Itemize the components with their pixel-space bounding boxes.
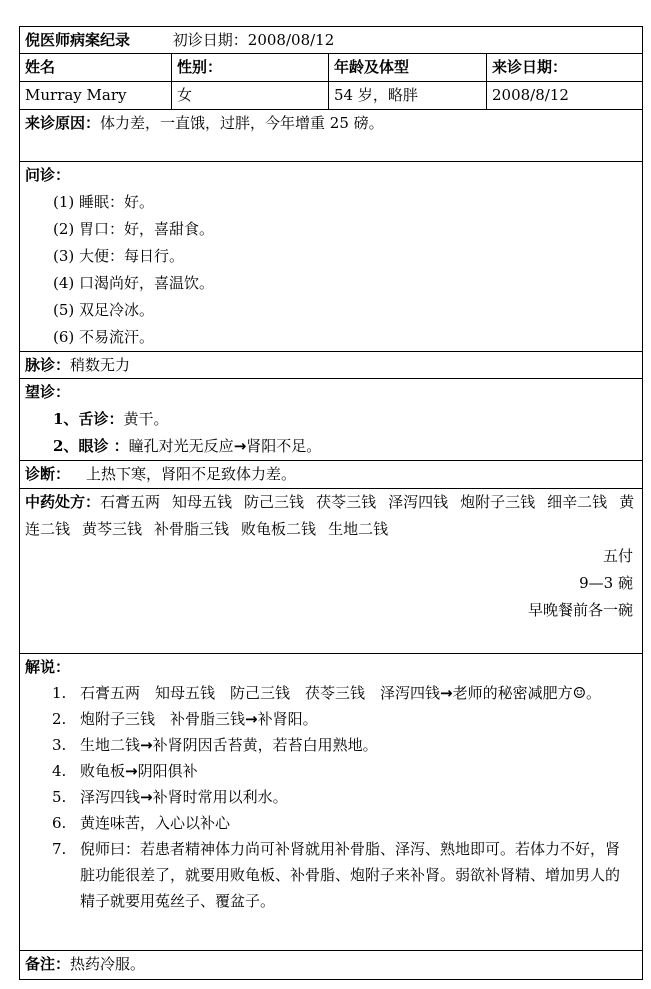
arrow-right-icon: →	[140, 788, 153, 806]
item-text: 泽泻四钱	[80, 788, 141, 806]
tongue-text: 黄干。	[123, 410, 169, 428]
prescription-section	[20, 489, 642, 654]
herb-item: 炮附子三钱	[460, 493, 536, 511]
item-text: 石膏五两 知母五钱 防己三钱 茯苓三钱 泽泻四钱	[80, 684, 441, 702]
item-text-after: 补肾时常用以利水。	[152, 788, 288, 806]
diagnosis-text: 上热下寒，肾阳不足致体力差。	[86, 465, 297, 483]
patient-gender: 女	[172, 82, 329, 109]
arrow-right-icon: →	[125, 762, 138, 780]
patient-name: Murray Mary	[20, 82, 172, 109]
list-item	[25, 243, 637, 270]
item-text-after: 老师的秘密减肥方☺。	[452, 684, 602, 702]
item-text: 睡眠：好。	[79, 193, 155, 211]
note-text: 热药冷服。	[70, 955, 146, 973]
pulse-section	[20, 352, 642, 379]
eye-text-after: 肾阳不足。	[246, 437, 322, 455]
list-item	[25, 270, 637, 297]
herb-item: 泽泻四钱	[388, 493, 449, 511]
item-number: 3.	[52, 736, 67, 754]
item-number: 1、	[53, 410, 79, 428]
herb-item: 补骨脂三钱	[154, 520, 230, 538]
list-item	[25, 324, 637, 351]
eye-label: 眼诊 ：	[78, 437, 129, 455]
explanation-list	[25, 680, 637, 914]
item-text: 炮附子三钱 补骨脂三钱	[80, 710, 246, 728]
first-visit-date: 初诊日期：2008/08/12	[172, 31, 335, 49]
item-text: 败龟板	[80, 762, 126, 780]
note-label: 备注：	[25, 955, 71, 973]
item-number: 4.	[52, 762, 67, 780]
inquiry-label: 问诊：	[25, 166, 71, 184]
prescription-doses: 五付	[602, 547, 633, 565]
item-text: 不易流汗。	[79, 328, 155, 346]
item-text-after: 补肾阴因舌苔黄，若苔白用熟地。	[152, 736, 378, 754]
inspection-section	[20, 379, 642, 461]
herb-item: 茯苓三钱	[316, 493, 377, 511]
arrow-right-icon: →	[233, 437, 247, 455]
visit-reason-text: 体力差，一直饿，过胖，今年增重 25 磅。	[100, 114, 384, 132]
prescription-text	[25, 489, 637, 543]
visit-reason-label: 来诊原因：	[25, 114, 101, 132]
visit-date-header: 来诊日期：	[492, 58, 568, 76]
list-item	[25, 836, 637, 914]
herb-item: 石膏五两	[100, 493, 161, 511]
inspection-list	[25, 406, 637, 460]
item-text: 双足冷冰。	[79, 301, 155, 319]
item-text: 倪师曰：若患者精神体力尚可补肾就用补骨脂、泽泻、熟地即可。若体力不好，肾脏功能很差了，就要用败龟板、补骨脂、炮附子来补肾。弱欲补肾精、增加男人的精子就要用菟丝子、覆盆子。	[80, 840, 621, 910]
herb-item: 败龟板二钱	[241, 520, 317, 538]
list-item	[25, 732, 637, 758]
herb-item: 生地二钱	[328, 520, 389, 538]
note-section	[20, 951, 642, 979]
item-text: 黄连味苦，入心以补心	[80, 814, 231, 832]
item-number: (2)	[53, 220, 75, 238]
age-header: 年龄及体型	[329, 54, 487, 81]
inquiry-section	[20, 162, 642, 352]
item-number: (3)	[53, 247, 75, 265]
inspection-label: 望诊：	[25, 383, 71, 401]
pulse-label: 脉诊：	[25, 356, 71, 374]
item-text: 胃口：好，喜甜食。	[79, 220, 215, 238]
item-number: 2.	[52, 710, 67, 728]
item-number: (4)	[53, 274, 75, 292]
prescription-decoction: 9—3 碗	[579, 574, 633, 592]
list-item	[25, 810, 637, 836]
inquiry-list	[25, 189, 637, 351]
arrow-right-icon: →	[440, 684, 453, 702]
diagnosis-section	[20, 461, 642, 489]
herb-item: 黄连二钱	[25, 493, 635, 538]
pulse-text: 稍数无力	[70, 356, 131, 374]
prescription-label: 中药处方：	[25, 493, 101, 511]
herb-item: 细辛二钱	[547, 493, 608, 511]
list-item	[25, 784, 637, 810]
prescription-usage: 早晚餐前各一碗	[527, 601, 633, 619]
list-item	[25, 189, 637, 216]
visit-date: 2008/8/12	[492, 86, 569, 104]
info-value-row	[20, 82, 642, 110]
record-title: 倪医师病案纪录	[25, 31, 131, 49]
item-text-after: 阴阳俱补	[137, 762, 198, 780]
explanation-label: 解说：	[25, 658, 71, 676]
medical-record-sheet	[19, 26, 643, 980]
item-number: (1)	[53, 193, 75, 211]
herb-item: 防己三钱	[244, 493, 305, 511]
item-text-after: 补肾阳。	[257, 710, 318, 728]
list-item	[25, 706, 637, 732]
item-number: (6)	[53, 328, 75, 346]
visit-reason-section	[20, 110, 642, 162]
explanation-section	[20, 654, 642, 951]
gender-header: 性别：	[172, 54, 329, 81]
list-item	[25, 297, 637, 324]
item-number: 6.	[52, 814, 67, 832]
list-item	[25, 758, 637, 784]
list-item	[25, 680, 637, 706]
name-header: 姓名	[20, 54, 172, 81]
item-text: 生地二钱	[80, 736, 141, 754]
list-item	[25, 406, 637, 433]
arrow-right-icon: →	[245, 710, 258, 728]
record-title-row	[20, 27, 642, 54]
item-number: 5.	[52, 788, 67, 806]
item-number: (5)	[53, 301, 75, 319]
arrow-right-icon: →	[140, 736, 153, 754]
list-item	[25, 433, 637, 460]
eye-text: 瞳孔对光无反应	[128, 437, 234, 455]
item-number: 2、	[53, 437, 79, 455]
info-header-row	[20, 54, 642, 82]
herb-item: 知母五钱	[172, 493, 233, 511]
item-text: 口渴尚好，喜温饮。	[79, 274, 215, 292]
tongue-label: 舌诊：	[78, 410, 124, 428]
patient-age: 54 岁，略胖	[329, 82, 487, 109]
herb-item: 黄芩三钱	[82, 520, 143, 538]
diagnosis-label: 诊断：	[25, 465, 71, 483]
item-number: 1.	[52, 684, 67, 702]
item-number: 7.	[52, 840, 67, 858]
list-item	[25, 216, 637, 243]
item-text: 大便：每日行。	[79, 247, 185, 265]
